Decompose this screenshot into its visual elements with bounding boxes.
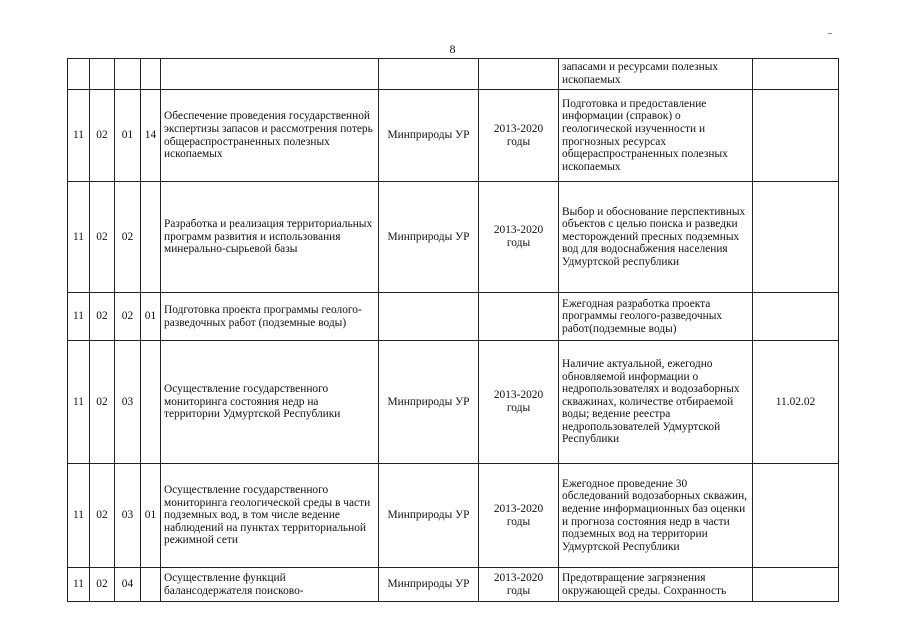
period: 2013-2020 годы bbox=[479, 182, 559, 293]
code-section: 11 bbox=[68, 341, 90, 464]
link-code bbox=[753, 293, 839, 341]
executor: Минприроды УР bbox=[379, 90, 479, 182]
period: 2013-2020 годы bbox=[479, 90, 559, 182]
code-measure: 03 bbox=[115, 341, 141, 464]
executor: Минприроды УР bbox=[379, 568, 479, 602]
period bbox=[479, 59, 559, 90]
code-measure: 01 bbox=[115, 90, 141, 182]
code-measure: 02 bbox=[115, 293, 141, 341]
table-row bbox=[68, 341, 839, 464]
code-subsection: 02 bbox=[90, 293, 115, 341]
page-number: 8 bbox=[449, 42, 456, 56]
period: 2013-2020 годы bbox=[479, 464, 559, 568]
period bbox=[479, 293, 559, 341]
code-event: 14 bbox=[141, 90, 161, 182]
link-code bbox=[753, 568, 839, 602]
expected-result: Предотвращение загрязнения окружающей среды. Сохранность bbox=[559, 568, 753, 602]
table-row bbox=[68, 182, 839, 293]
code-subsection: 02 bbox=[90, 568, 115, 602]
code-event: 01 bbox=[141, 293, 161, 341]
expected-result: Наличие актуальной, ежегодно обновляемой информации о недропользователях и водозаборных скважинах, количестве отбираемой воды; ведение реестра недропользователей Удмуртской Республики bbox=[559, 341, 753, 464]
measure-name bbox=[161, 59, 379, 90]
measure-name: Осуществление государственного мониторинга геологической среды в части подземных вод, в том числе ведение наблюдений на пунктах территориальной режимной сети bbox=[161, 464, 379, 568]
code-section: 11 bbox=[68, 568, 90, 602]
table-row bbox=[68, 59, 839, 90]
expected-result: Выбор и обоснование перспективных объектов с целью поиска и разведки месторождений пресных подземных вод для водоснабжения населения Удмуртской республики bbox=[559, 182, 753, 293]
code-section: 11 bbox=[68, 464, 90, 568]
code-section: 11 bbox=[68, 293, 90, 341]
table-row bbox=[68, 293, 839, 341]
code-measure: 02 bbox=[115, 182, 141, 293]
link-code bbox=[753, 464, 839, 568]
period: 2013-2020 годы bbox=[479, 341, 559, 464]
executor: Минприроды УР bbox=[379, 464, 479, 568]
link-code bbox=[753, 90, 839, 182]
measure-name: Осуществление государственного мониторинга состояния недр на территории Удмуртской Республики bbox=[161, 341, 379, 464]
code-event: 01 bbox=[141, 464, 161, 568]
code-section bbox=[68, 59, 90, 90]
link-code bbox=[753, 182, 839, 293]
code-event bbox=[141, 568, 161, 602]
code-measure: 04 bbox=[115, 568, 141, 602]
measure-name: Осуществление функций балансодержателя поисково- bbox=[161, 568, 379, 602]
code-subsection: 02 bbox=[90, 182, 115, 293]
measure-name: Обеспечение проведения государственной экспертизы запасов и рассмотрения потерь общераспространенных полезных ископаемых bbox=[161, 90, 379, 182]
table-row bbox=[68, 464, 839, 568]
program-table bbox=[67, 58, 839, 602]
expected-result: Ежегодная разработка проекта программы геолого-разведочных работ(подземные воды) bbox=[559, 293, 753, 341]
code-subsection: 02 bbox=[90, 464, 115, 568]
measure-name: Подготовка проекта программы геолого-разведочных работ (подземные воды) bbox=[161, 293, 379, 341]
executor bbox=[379, 293, 479, 341]
code-subsection: 02 bbox=[90, 341, 115, 464]
measure-name: Разработка и реализация территориальных программ развития и использования минерально-сырьевой базы bbox=[161, 182, 379, 293]
scan-artifact bbox=[828, 33, 832, 34]
code-section: 11 bbox=[68, 182, 90, 293]
link-code bbox=[753, 59, 839, 90]
link-code: 11.02.02 bbox=[753, 341, 839, 464]
executor bbox=[379, 59, 479, 90]
code-subsection bbox=[90, 59, 115, 90]
expected-result: запасами и ресурсами полезных ископаемых bbox=[559, 59, 753, 90]
code-measure: 03 bbox=[115, 464, 141, 568]
code-section: 11 bbox=[68, 90, 90, 182]
code-event bbox=[141, 59, 161, 90]
expected-result: Подготовка и предоставление информации (справок) о геологической изученности и прогнозных ресурсах общераспространенных полезных ископаемых bbox=[559, 90, 753, 182]
executor: Минприроды УР bbox=[379, 341, 479, 464]
table-row bbox=[68, 90, 839, 182]
expected-result: Ежегодное проведение 30 обследований водозаборных скважин, ведение информационных баз оценки и прогноза состояния недр в части подземных вод на территории Удмуртской Республики bbox=[559, 464, 753, 568]
executor: Минприроды УР bbox=[379, 182, 479, 293]
code-event bbox=[141, 341, 161, 464]
code-measure bbox=[115, 59, 141, 90]
table-row bbox=[68, 568, 839, 602]
code-event bbox=[141, 182, 161, 293]
code-subsection: 02 bbox=[90, 90, 115, 182]
period: 2013-2020 годы bbox=[479, 568, 559, 602]
